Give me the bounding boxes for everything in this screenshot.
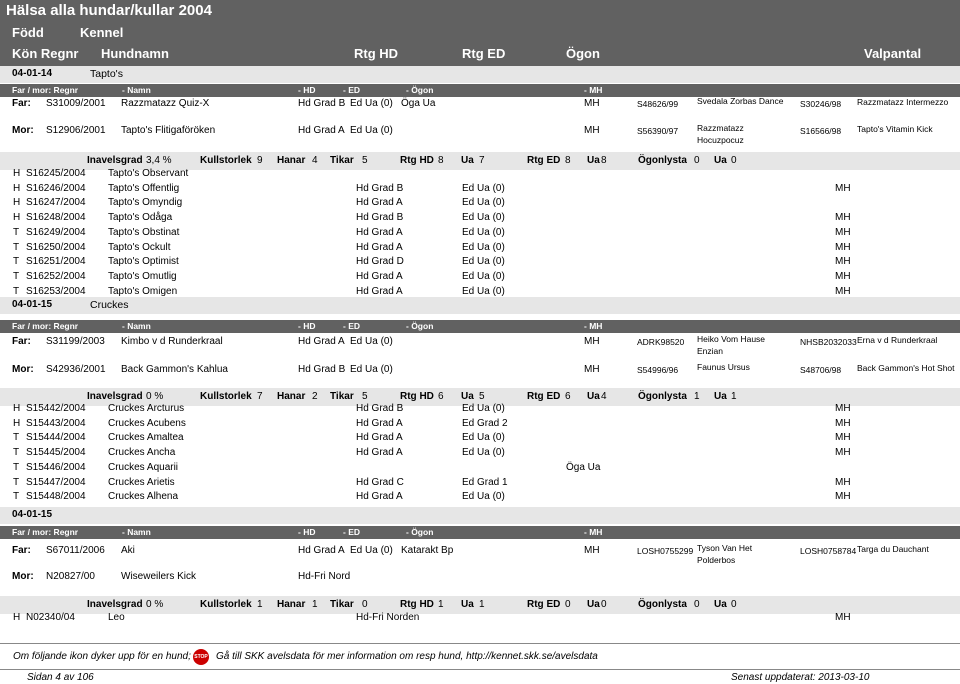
pup-name: Tapto's Omigen <box>108 285 178 297</box>
stat-kull: 7 <box>257 391 263 402</box>
mor-label: Mor: <box>12 364 34 375</box>
parent-header-bar <box>0 526 960 539</box>
stat-tikar: 5 <box>362 391 368 402</box>
parent-header-ed: - ED <box>343 527 360 537</box>
pup-ed: Ed Grad 1 <box>462 476 508 488</box>
stat-rtged: 8 <box>565 155 571 166</box>
parent-header-ogon: - Ögon <box>406 527 434 537</box>
pup-hd: Hd Grad A <box>356 432 403 444</box>
litter-kennel: Tapto's <box>90 68 123 80</box>
stat-tikar: 5 <box>362 155 368 166</box>
stat-kull-label: Kullstorlek <box>200 599 252 610</box>
parent-header-bar <box>0 84 960 97</box>
stat-ua3-label: Ua <box>714 391 727 402</box>
pup-name: Cruckes Aquarii <box>108 461 179 473</box>
far-regnr: S31199/2003 <box>46 336 105 347</box>
litter-stats-bar <box>0 596 960 614</box>
far-sire-name: Heiko Vom Hause Enzian <box>697 334 766 356</box>
pup-regnr: S16245/2004 <box>26 168 86 179</box>
page-title: Hälsa alla hundar/kullar 2004 <box>6 2 212 19</box>
stat-tikar-label: Tikar <box>330 391 354 402</box>
parent-header-hd: - HD <box>298 321 316 331</box>
mor-label: Mor: <box>12 571 34 582</box>
pup-regnr: S15443/2004 <box>26 417 86 429</box>
stat-ogon: 0 <box>694 599 700 610</box>
far-dam-name: Razzmatazz Intermezzo <box>857 97 949 107</box>
pup-regnr: S16253/2004 <box>26 285 86 297</box>
pup-mh: MH <box>835 270 851 282</box>
pup-name: Cruckes Alhena <box>108 491 179 503</box>
mor-regnr: N20827/00 <box>46 571 95 582</box>
stat-rtghd-label: Rtg HD <box>400 391 434 402</box>
parent-header-namn: - Namn <box>122 527 151 537</box>
stat-rtghd: 8 <box>438 155 444 166</box>
pup-name: Tapto's Obstinat <box>108 226 180 238</box>
stat-inavel: 3,4 % <box>146 155 172 166</box>
stat-hanar: 2 <box>312 391 318 402</box>
mor-regnr: S42936/2001 <box>46 364 106 375</box>
pup-ed: Ed Ua (0) <box>462 212 505 224</box>
stat-hanar-label: Hanar <box>277 391 306 402</box>
col-kon-regnr: Kön Regnr <box>12 46 79 61</box>
stat-ogon-label: Ögonlysta <box>638 599 687 610</box>
pup-name: Cruckes Acubens <box>108 417 186 429</box>
stop-icon: STOP <box>193 649 209 665</box>
pup-hd: Hd Grad A <box>356 447 403 459</box>
stat-rtged-label: Rtg ED <box>527 155 561 166</box>
pup-sex: T <box>13 226 20 238</box>
litter-kennel: Cruckes <box>90 299 129 311</box>
pup-sex: T <box>13 285 20 297</box>
col-fodd: Född <box>12 25 44 40</box>
stat-ogon: 0 <box>694 155 700 166</box>
stat-tikar-label: Tikar <box>330 599 354 610</box>
far-label: Far: <box>12 98 31 109</box>
pup-regnr: S16247/2004 <box>26 197 86 209</box>
stat-ua1: 7 <box>479 155 485 166</box>
pup-ed: Ed Ua (0) <box>462 285 505 297</box>
pup-mh: MH <box>835 212 851 224</box>
parent-header-ogon: - Ögon <box>406 85 434 95</box>
pup-hd: Hd Grad A <box>356 491 403 503</box>
page-number: Sidan 4 av 106 <box>27 672 94 683</box>
pup-ed: Ed Ua (0) <box>462 226 505 238</box>
parent-header-mh: - MH <box>584 321 603 331</box>
parent-header-bar <box>0 320 960 333</box>
pup-ed: Ed Ua (0) <box>462 182 505 194</box>
pup-hd: Hd Grad A <box>356 417 403 429</box>
pup-name: Tapto's Observant <box>108 168 189 179</box>
stat-inavel: 0 % <box>146 599 164 610</box>
parent-header-far-mor-regnr: Far / mor: Regnr <box>12 321 79 331</box>
pup-mh: MH <box>835 182 851 194</box>
pup-ed: Ed Ua (0) <box>462 447 505 459</box>
far-dam-name: Erna v d Runderkraal <box>857 335 938 345</box>
far-hd: Hd Grad B <box>298 98 346 109</box>
stat-kull-label: Kullstorlek <box>200 391 252 402</box>
stat-kull: 9 <box>257 155 263 166</box>
pup-regnr: S16252/2004 <box>26 270 86 282</box>
stat-hanar: 1 <box>312 599 318 610</box>
litter-date: 04-01-15 <box>12 509 53 520</box>
far-mh: MH <box>584 545 600 556</box>
mor-dam-name: Tapto's Vitamin Kick <box>857 124 933 134</box>
pup-name: Cruckes Ancha <box>108 447 176 459</box>
pup-ed: Ed Ua (0) <box>462 403 505 414</box>
col-rtg-hd: Rtg HD <box>354 46 399 61</box>
far-dam-regnr: LOSH0758784 <box>800 546 857 556</box>
mor-dam-regnr: S16566/98 <box>800 126 842 136</box>
pup-sex: H <box>13 182 21 194</box>
stat-rtged: 6 <box>565 391 571 402</box>
far-sire-regnr: LOSH0755299 <box>637 546 694 556</box>
stat-ogon: 1 <box>694 391 700 402</box>
pup-hd: Hd Grad D <box>356 256 404 268</box>
pup-mh: MH <box>835 403 851 414</box>
mor-sire-regnr: S54996/96 <box>637 365 679 375</box>
far-mh: MH <box>584 98 600 109</box>
last-updated: Senast uppdaterat: 2013-03-10 <box>731 672 870 683</box>
report-header <box>0 0 960 66</box>
footer-bottom-rule <box>0 669 960 670</box>
stat-hanar-label: Hanar <box>277 155 306 166</box>
col-valpantal: Valpantal <box>864 46 922 61</box>
stat-rtghd: 1 <box>438 599 444 610</box>
far-sire-regnr: ADRK98520 <box>637 337 685 347</box>
far-regnr: S67011/2006 <box>46 545 105 556</box>
pup-regnr: S15447/2004 <box>26 476 86 488</box>
pup-mh: MH <box>835 226 851 238</box>
far-label: Far: <box>12 336 31 347</box>
pup-mh: MH <box>835 241 851 253</box>
stat-ua3: 0 <box>731 599 737 610</box>
litter-date: 04-01-15 <box>12 299 53 310</box>
stat-ua3-label: Ua <box>714 155 727 166</box>
parent-header-namn: - Namn <box>122 85 151 95</box>
mor-regnr: S12906/2001 <box>46 125 106 136</box>
pup-mh: MH <box>835 417 851 429</box>
stat-ua2-label: Ua <box>587 155 600 166</box>
pup-regnr: S16249/2004 <box>26 226 86 238</box>
stat-hanar-label: Hanar <box>277 599 306 610</box>
far-regnr: S31009/2001 <box>46 98 106 109</box>
far-hd: Hd Grad A <box>298 336 345 347</box>
pup-mh: MH <box>835 491 851 503</box>
pup-sex: T <box>13 270 20 282</box>
pup-regnr: S16250/2004 <box>26 241 86 253</box>
litter-date-bar <box>0 507 960 524</box>
pup-ed: Ed Ua (0) <box>462 432 505 444</box>
pup-hd: Hd-Fri Norden <box>356 612 420 623</box>
far-sire-name: Svedala Zorbas Dance <box>697 96 784 106</box>
far-mh: MH <box>584 336 600 347</box>
far-ed: Ed Ua (0) <box>350 545 393 556</box>
stat-ua2: 8 <box>601 155 607 166</box>
pup-ed: Ed Ua (0) <box>462 241 505 253</box>
parent-header-far-mor-regnr: Far / mor: Regnr <box>12 85 79 95</box>
mor-name: Wiseweilers Kick <box>121 571 197 582</box>
pup-hd: Hd Grad A <box>356 270 403 282</box>
mor-sire-name: Faunus Ursus <box>697 362 750 372</box>
pup-regnr: S16248/2004 <box>26 212 86 224</box>
stat-ogon-label: Ögonlysta <box>638 391 687 402</box>
pup-sex: T <box>13 476 20 488</box>
parent-header-namn: - Namn <box>122 321 151 331</box>
parent-header-mh: - MH <box>584 527 603 537</box>
parent-header-ed: - ED <box>343 321 360 331</box>
far-dam-regnr: S30246/98 <box>800 99 842 109</box>
pup-regnr: S15442/2004 <box>26 403 86 414</box>
col-ogon: Ögon <box>566 46 600 61</box>
pup-regnr: S16246/2004 <box>26 182 86 194</box>
stat-inavel-label: Inavelsgrad <box>87 599 143 610</box>
col-rtg-ed: Rtg ED <box>462 46 506 61</box>
pup-name: Tapto's Odåga <box>108 212 173 224</box>
pup-regnr: S15446/2004 <box>26 461 86 473</box>
parent-header-ed: - ED <box>343 85 360 95</box>
footer-avelsdata-link[interactable]: Gå till SKK avelsdata för mer information om resp hund, http://kennet.skk.se/avelsdata <box>216 651 598 662</box>
pup-regnr: S15444/2004 <box>26 432 86 444</box>
far-name: Kimbo v d Runderkraal <box>121 336 223 347</box>
parent-header-hd: - HD <box>298 527 316 537</box>
footer-legend: Om följande ikon dyker upp för en hund; <box>13 651 191 662</box>
pup-hd: Hd Grad C <box>356 476 404 488</box>
mor-mh: MH <box>584 125 600 136</box>
litter-date: 04-01-14 <box>12 68 53 79</box>
col-hundnamn: Hundnamn <box>101 46 169 61</box>
pup-mh: MH <box>835 285 851 297</box>
pup-mh: MH <box>835 432 851 444</box>
stat-rtghd-label: Rtg HD <box>400 599 434 610</box>
pup-name: Tapto's Omyndig <box>108 197 183 209</box>
stat-ogon-label: Ögonlysta <box>638 155 687 166</box>
pup-ed: Ed Grad 2 <box>462 417 508 429</box>
pup-sex: T <box>13 241 20 253</box>
mor-ed: Ed Ua (0) <box>350 125 393 136</box>
pup-hd: Hd Grad B <box>356 403 404 414</box>
stat-ua3-label: Ua <box>714 599 727 610</box>
parent-header-mh: - MH <box>584 85 603 95</box>
far-name: Aki <box>121 545 135 556</box>
pup-sex: T <box>13 461 20 473</box>
pup-name: Tapto's Offentlig <box>108 182 180 194</box>
stat-ua2: 4 <box>601 391 607 402</box>
pup-name: Tapto's Omutlig <box>108 270 177 282</box>
far-dam-name: Targa du Dauchant <box>857 544 929 554</box>
pup-sex: H <box>13 168 21 179</box>
pup-regnr: S15445/2004 <box>26 447 86 459</box>
far-sire-name: Tyson Van Het Polderbos <box>697 543 753 565</box>
mor-sire-name: Razzmatazz Hocuzpocuz <box>697 123 744 145</box>
pup-name: Tapto's Ockult <box>108 241 171 253</box>
parent-header-hd: - HD <box>298 85 316 95</box>
pup-ed: Ed Ua (0) <box>462 270 505 282</box>
pup-ed: Ed Ua (0) <box>462 256 505 268</box>
pup-hd: Hd Grad B <box>356 212 404 224</box>
far-hd: Hd Grad A <box>298 545 345 556</box>
pup-mh: MH <box>835 612 851 623</box>
stat-ua2: 0 <box>601 599 607 610</box>
mor-hd: Hd-Fri Nord <box>298 571 351 582</box>
pup-sex: H <box>13 212 21 224</box>
footer-divider <box>0 643 960 644</box>
stat-inavel-label: Inavelsgrad <box>87 155 143 166</box>
stat-kull-label: Kullstorlek <box>200 155 252 166</box>
stat-ua1: 1 <box>479 599 485 610</box>
pup-hd: Hd Grad A <box>356 241 403 253</box>
stat-ua2-label: Ua <box>587 599 600 610</box>
far-ed: Ed Ua (0) <box>350 98 393 109</box>
pup-hd: Hd Grad A <box>356 197 403 209</box>
stat-rtghd: 6 <box>438 391 444 402</box>
pup-name: Leo <box>108 612 125 623</box>
mor-mh: MH <box>584 364 600 375</box>
far-ed: Ed Ua (0) <box>350 336 393 347</box>
pup-name: Cruckes Amaltea <box>108 432 184 444</box>
stat-tikar: 0 <box>362 599 368 610</box>
mor-hd: Hd Grad A <box>298 125 345 136</box>
mor-sire-regnr: S56390/97 <box>637 126 679 136</box>
pup-hd: Hd Grad A <box>356 285 403 297</box>
pup-sex: T <box>13 447 20 459</box>
pup-name: Cruckes Arcturus <box>108 403 185 414</box>
stat-ua1: 5 <box>479 391 485 402</box>
stat-rtged: 0 <box>565 599 571 610</box>
pup-sex: H <box>13 612 21 623</box>
pup-ed: Ed Ua (0) <box>462 491 505 503</box>
pup-sex: T <box>13 256 20 268</box>
pup-sex: T <box>13 491 20 503</box>
mor-name: Back Gammon's Kahlua <box>121 364 228 375</box>
col-kennel: Kennel <box>80 25 124 40</box>
pup-sex: H <box>13 403 21 414</box>
pup-hd: Hd Grad B <box>356 182 404 194</box>
far-name: Razzmatazz Quiz-X <box>121 98 210 109</box>
pup-regnr: N02340/04 <box>26 612 75 623</box>
pup-sex: T <box>13 432 20 444</box>
stat-hanar: 4 <box>312 155 318 166</box>
stat-ua2-label: Ua <box>587 391 600 402</box>
mor-label: Mor: <box>12 125 34 136</box>
pup-hd: Hd Grad A <box>356 226 403 238</box>
far-label: Far: <box>12 545 31 556</box>
stat-ua3: 1 <box>731 391 737 402</box>
litter-date-bar <box>0 66 960 83</box>
far-sire-regnr: S48626/99 <box>637 99 679 109</box>
far-dam-regnr: NHSB2032033 <box>800 337 857 347</box>
pup-sex: H <box>13 417 21 429</box>
pup-ed: Ed Ua (0) <box>462 197 505 209</box>
pup-regnr: S15448/2004 <box>26 491 86 503</box>
stat-inavel-label: Inavelsgrad <box>87 391 143 402</box>
stat-rtged-label: Rtg ED <box>527 599 561 610</box>
litter-date-bar <box>0 297 960 314</box>
pup-regnr: S16251/2004 <box>26 256 86 268</box>
parent-header-far-mor-regnr: Far / mor: Regnr <box>12 527 79 537</box>
pup-ogon: Öga Ua <box>566 461 601 473</box>
pup-mh: MH <box>835 447 851 459</box>
stat-kull: 1 <box>257 599 263 610</box>
mor-ed: Ed Ua (0) <box>350 364 393 375</box>
pup-name: Tapto's Optimist <box>108 256 179 268</box>
stat-rtghd-label: Rtg HD <box>400 155 434 166</box>
mor-hd: Hd Grad B <box>298 364 346 375</box>
stat-ua1-label: Ua <box>461 391 474 402</box>
pup-sex: H <box>13 197 21 209</box>
parent-header-ogon: - Ögon <box>406 321 434 331</box>
mor-name: Tapto's Flitigaföröken <box>121 125 216 136</box>
far-ogon: Katarakt Bp <box>401 545 454 556</box>
mor-dam-name: Back Gammon's Hot Shot <box>857 363 955 373</box>
stat-tikar-label: Tikar <box>330 155 354 166</box>
mor-dam-regnr: S48706/98 <box>800 365 842 375</box>
pup-mh: MH <box>835 256 851 268</box>
stat-inavel: 0 % <box>146 391 164 402</box>
stat-ua3: 0 <box>731 155 737 166</box>
pup-mh: MH <box>835 476 851 488</box>
far-ogon: Öga Ua <box>401 98 436 109</box>
stat-ua1-label: Ua <box>461 599 474 610</box>
stat-rtged-label: Rtg ED <box>527 391 561 402</box>
stat-ua1-label: Ua <box>461 155 474 166</box>
pup-name: Cruckes Arietis <box>108 476 175 488</box>
